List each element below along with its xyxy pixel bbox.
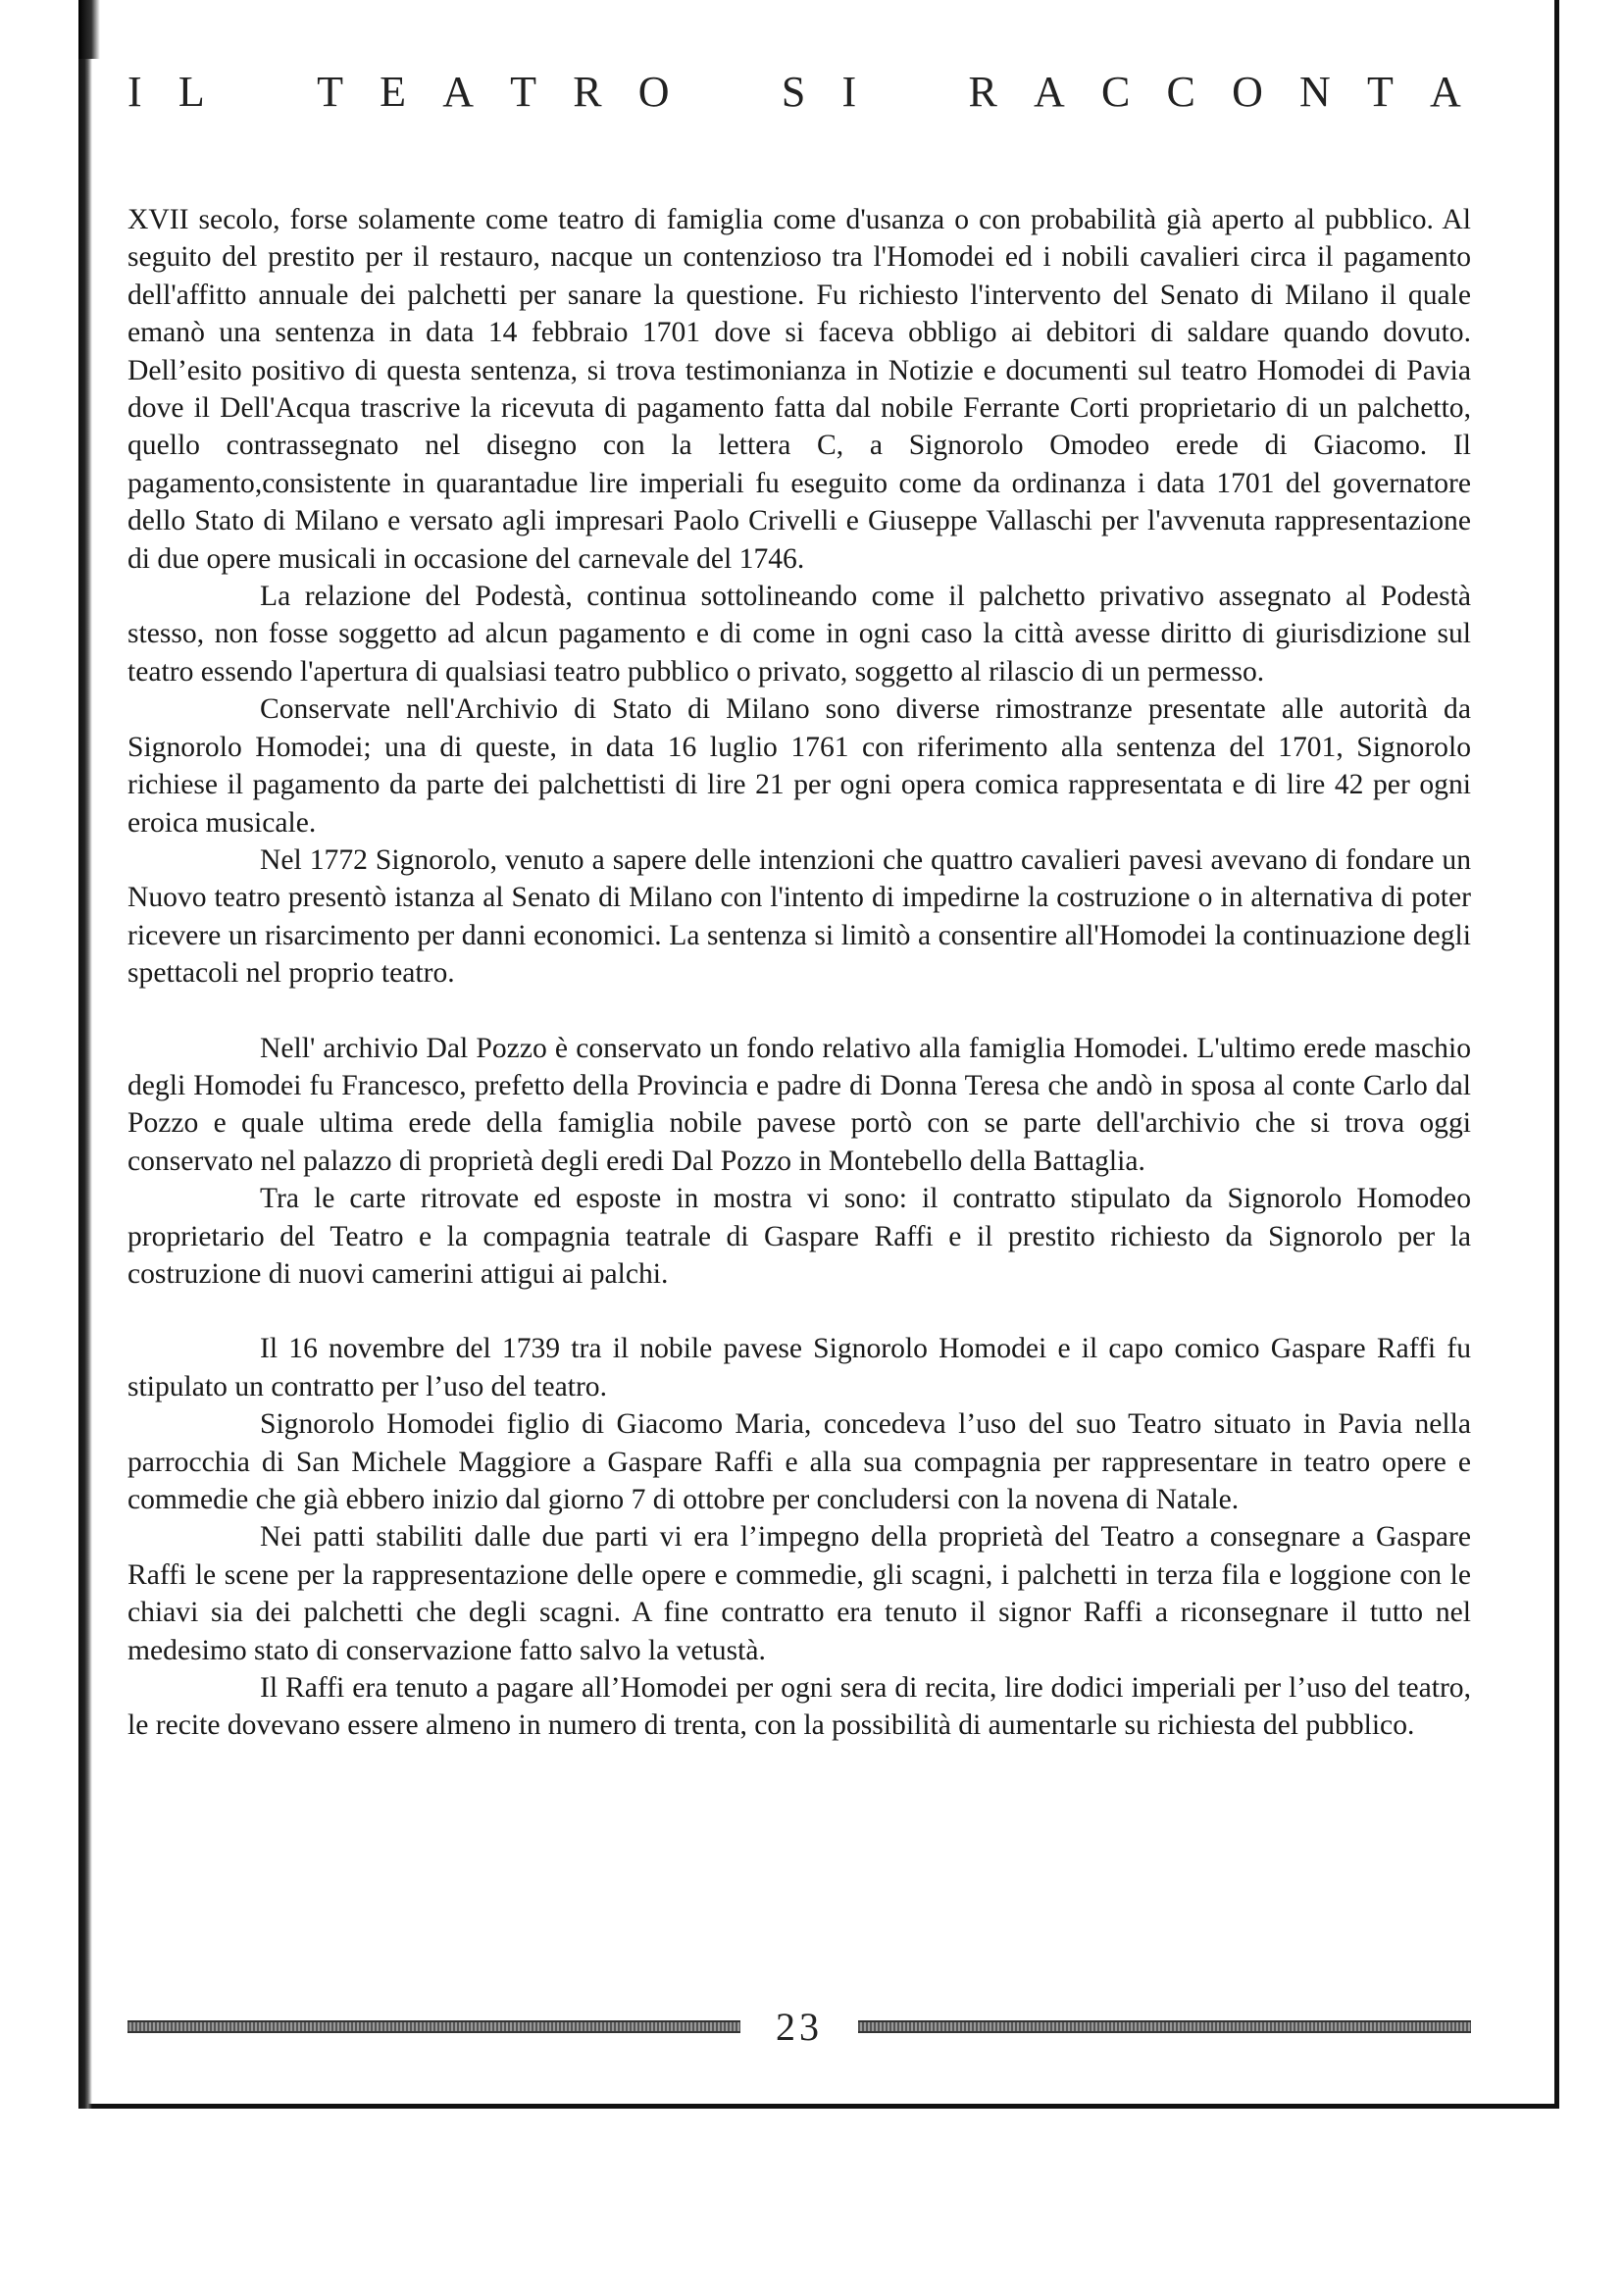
header-letter: I: [841, 68, 857, 116]
header-letter: I: [127, 68, 142, 116]
body-paragraph: La relazione del Podestà, continua sottolineando come il palchetto privativo assegnato al Podestà stesso, non fosse soggetto ad alcun pagamento e di come in ogni caso la città avesse diritto di giurisdizione sul teatro essendo l'apertura di qualsiasi teatro pubblico o privato, soggetto al rilascio di un permesso.: [127, 581, 1471, 688]
running-header: [127, 67, 1461, 117]
body-paragraph: Il 16 novembre del 1739 tra il nobile pavese Signorolo Homodei e il capo comico Gaspare Raffi fu stipulato un contratto per l’uso del teatro.: [127, 1333, 1471, 1402]
footer-rule-right: [858, 2020, 1471, 2033]
footer-rule-left: [127, 2020, 740, 2033]
body-paragraph: Conservate nell'Archivio di Stato di Milano sono diverse rimostranze presentate alle autorità da Signorolo Homodei; una di queste, in data 16 luglio 1761 con riferimento alla sentenza del 1701, Signorolo richiese il pagamento da parte dei palchettisti di lire 21 per ogni opera comica rappresentata e di lire 42 per ogni eroica musicale.: [127, 693, 1471, 839]
header-letter: O: [637, 68, 670, 116]
page-number: 23: [776, 2004, 823, 2049]
body-paragraph: Nell' archivio Dal Pozzo è conservato un fondo relativo alla famiglia Homodei. L'ultimo erede maschio degli Homodei fu Francesco, prefetto della Provincia e padre di Donna Teresa che andò in sposa al conte Carlo dal Pozzo e quale ultima erede della famiglia nobile pavese portò con se parte dell'archivio che si trova oggi conservato nel palazzo di proprietà degli eredi Dal Pozzo in Montebello della Battaglia.: [127, 1032, 1471, 1177]
header-letter: C: [1101, 68, 1131, 116]
header-word-gap: [241, 67, 280, 117]
body-paragraph: Nel 1772 Signorolo, venuto a sapere delle intenzioni che quattro cavalieri pavesi avevano di fondare un Nuovo teatro presentò istanza al Senato di Milano con l'intento di impedirne la costruzione o in alternativa di poter ricevere un risarcimento per danni economici. La sentenza si limitò a consentire all'Homodei la continuazione degli spettacoli nel proprio teatro.: [127, 843, 1471, 990]
header-letter: A: [442, 68, 474, 116]
header-letter: A: [1430, 68, 1461, 116]
header-letter: T: [510, 68, 537, 116]
body-paragraph: Tra le carte ritrovate ed esposte in mostra vi sono: il contratto stipulato da Signorolo Homodeo proprietario del Teatro e la compagnia teatrale di Gaspare Raffi e il prestito richiesto da Signorolo per la costruzione di nuovi camerini attigui ai palchi.: [127, 1183, 1471, 1290]
header-letter: C: [1166, 68, 1195, 116]
body-text: [127, 201, 1471, 1745]
header-letter: A: [1034, 68, 1065, 116]
body-paragraph: Il Raffi era tenuto a pagare all’Homodei per ogni sera di recita, lire dodici imperiali per l’uso del teatro, le recite dovevano essere almeno in numero di trenta, con la possibilità di aumentarle su richiesta del pubblico.: [127, 1672, 1471, 1742]
body-paragraph: Signorolo Homodei figlio di Giacomo Maria, concedeva l’uso del suo Teatro situato in Pavia nella parrocchia di San Michele Maggiore a Gaspare Raffi e alla sua compagnia per rappresentare in teatro opere e commedie che già ebbero inizio dal giorno 7 di ottobre per concludersi con la novena di Natale.: [127, 1408, 1471, 1515]
header-letter: R: [573, 68, 602, 116]
paragraph-spacer: [127, 993, 1471, 1030]
paragraph-spacer: [127, 1293, 1471, 1330]
header-letter: L: [178, 68, 205, 116]
body-paragraph: Nei patti stabiliti dalle due parti vi era l’impegno della proprietà del Teatro a consegnare a Gaspare Raffi le scene per la rappresentazione delle opere e commedie, gli scagni, i palchetti in terza fila e loggione con le chiavi sia dei palchetti che degli scagni. A fine contratto era tenuto il signor Raffi a riconsegnare il tutto nel medesimo stato di conservazione fatto salvo la vetustà.: [127, 1521, 1471, 1666]
header-letter: S: [781, 68, 806, 116]
header-letter: T: [1366, 68, 1394, 116]
header-letter: E: [380, 68, 407, 116]
header-letter: T: [317, 68, 343, 116]
header-letter: N: [1299, 68, 1331, 116]
scan-binding-shadow: [78, 0, 92, 2109]
scan-corner-shadow: [78, 0, 100, 59]
header-word-gap: [892, 67, 932, 117]
header-letter: O: [1232, 68, 1263, 116]
header-letter: R: [968, 68, 997, 116]
header-word-gap: [706, 67, 745, 117]
body-paragraph: XVII secolo, forse solamente come teatro di famiglia come d'usanza o con probabilità già aperto al pubblico. Al seguito del prestito per il restauro, nacque un contenzioso tra l'Homodei ed i nobili cavalieri circa il pagamento dell'affitto annuale dei palchetti per sanare la questione. Fu richiesto l'intervento del Senato di Milano il quale emanò una sentenza in data 14 febbraio 1701 dove si faceva obbligo ai debitori di saldare quando dovuto. Dell’esito positivo di questa sentenza, si trova testimonianza in Notizie e documenti sul teatro Homodei di Pavia dove il Dell'Acqua trascrive la ricevuta di pagamento fatta dal nobile Ferrante Corti proprietario di un palchetto, quello contrassegnato nel disegno con la lettera C, a Signorolo Omodeo erede di Giacomo. Il pagamento,consistente in quarantadue lire imperiali fu eseguito come da ordinanza i data 1701 del governatore dello Stato di Milano e versato agli impresari Paolo Crivelli e Giuseppe Vallaschi per l'avvenuta rappresentazione di due opere musicali in occasione del carnevale del 1746.: [127, 204, 1471, 575]
page-footer: [127, 2004, 1471, 2049]
